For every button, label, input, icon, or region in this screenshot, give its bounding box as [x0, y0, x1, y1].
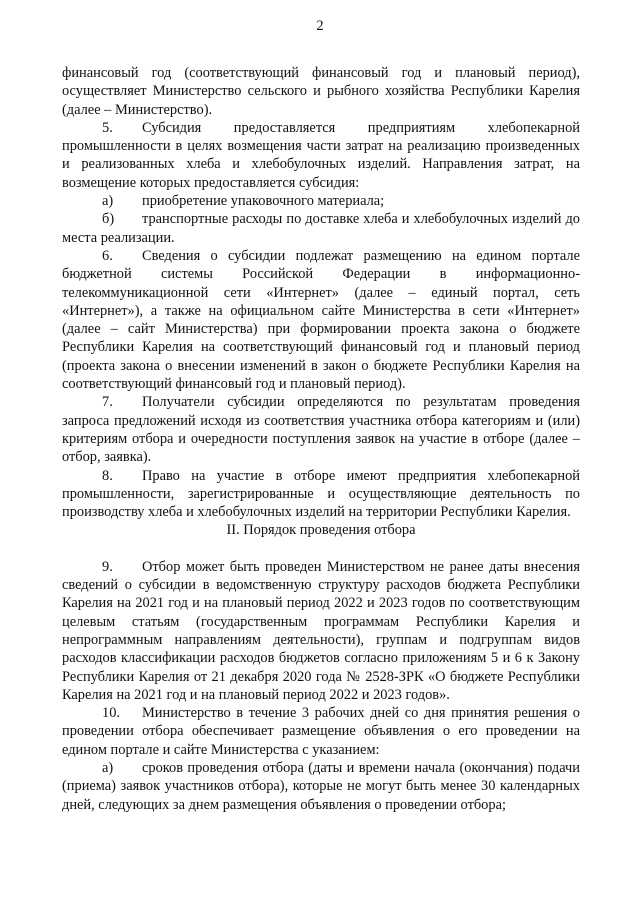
paragraph-text: приобретение упаковочного материала;	[142, 193, 385, 210]
section-heading: II. Порядок проведения отбора	[226, 522, 416, 539]
document-body	[62, 64, 580, 814]
item-number: б)	[102, 211, 115, 228]
paragraph-text: Сведения о субсидии подлежат размещению на едином портале бюджетной системы Российской Федерации в информационно-телекоммуникационной сети «Интернет» (далее – единый портал, сеть «Интернет»), а также на официальном сайте Министерства в сети «Интернет» (далее – сайт Министерства) при формировании проекта закона о бюджете Республики Карелия на соответствующий финансовый год и плановый период (проекта закона о внесении изменений в закон о бюджете Республики Карелия на соответствующий финансовый год и плановый период).	[62, 247, 580, 393]
paragraph-text: транспортные расходы по доставке хлеба и хлебобулочных изделий до места реализации.	[62, 211, 580, 246]
paragraph-5	[62, 119, 580, 192]
paragraph-7	[62, 393, 580, 466]
item-number: 9.	[102, 558, 113, 575]
page-number: 2	[316, 18, 324, 34]
paragraph-text: сроков проведения отбора (даты и времени начала (окончания) подачи (приема) заявок участников отбора), которые не могут быть менее 30 календарных дней, следующих за днем размещения объявления о проведении отбора;	[62, 759, 580, 813]
paragraph-10	[62, 704, 580, 759]
item-number: а)	[102, 193, 114, 210]
list-item-a	[62, 192, 580, 210]
list-item-b	[62, 210, 580, 247]
item-number: 5.	[102, 119, 113, 136]
list-item-a-deadline	[62, 759, 580, 814]
paragraph-9	[62, 558, 580, 704]
item-number: 7.	[102, 394, 113, 411]
paragraph-text: Министерство в течение 3 рабочих дней со дня принятия решения о проведении отбора обеспечивает размещение объявления о его проведении на едином портале и сайте Министерства с указанием:	[62, 705, 580, 758]
paragraph-8	[62, 467, 580, 522]
paragraph-continuation	[62, 64, 580, 119]
item-number: а)	[102, 759, 114, 776]
item-number: 8.	[102, 467, 113, 484]
paragraph-text: финансовый год (соответствующий финансовый год и плановый период), осуществляет Министерство сельского и рыбного хозяйства Республики Карелия (далее – Министерство).	[62, 65, 580, 118]
section-spacer	[62, 540, 580, 558]
item-number: 10.	[102, 705, 120, 722]
paragraph-text: Получатели субсидии определяются по результатам проведения запроса предложений исходя из соответствия участника отбора категориям и (или) критериям отбора и очередности поступления заявок на участие в отборе (далее – отбор, заявка).	[62, 394, 580, 466]
paragraph-6	[62, 247, 580, 393]
paragraph-text: Отбор может быть проведен Министерством не ранее даты внесения сведений о субсидии в ведомственную структуру расходов бюджета Республики Карелия на 2021 год и на плановый период 2022 и 2023 годов по соответствующим целевым статьям (государственным программам Республики Карелия и непрограммным направлениям деятельности), группам и подгруппам видов расходов классификации расходов бюджетов согласно приложениям 5 и 6 к Закону Республики Карелия от 21 декабря 2020 года № 2528-ЗРК «О бюджете Республики Карелия на 2021 год и на плановый период 2022 и 2023 годов».	[62, 558, 580, 703]
item-number: 6.	[102, 247, 113, 264]
paragraph-text: Право на участие в отборе имеют предприятия хлебопекарной промышленности, зарегистрированные и осуществляющие деятельность по производству хлеба и хлебобулочных изделий на территории Республики Карелия.	[62, 467, 580, 521]
paragraph-text: Субсидия предоставляется предприятиям хлебопекарной промышленности в целях возмещения части затрат на реализацию произведенных и реализованных хлеба и хлебобулочных изделий. Направления затрат, на возмещение которых предоставляется субсидия:	[62, 119, 580, 191]
